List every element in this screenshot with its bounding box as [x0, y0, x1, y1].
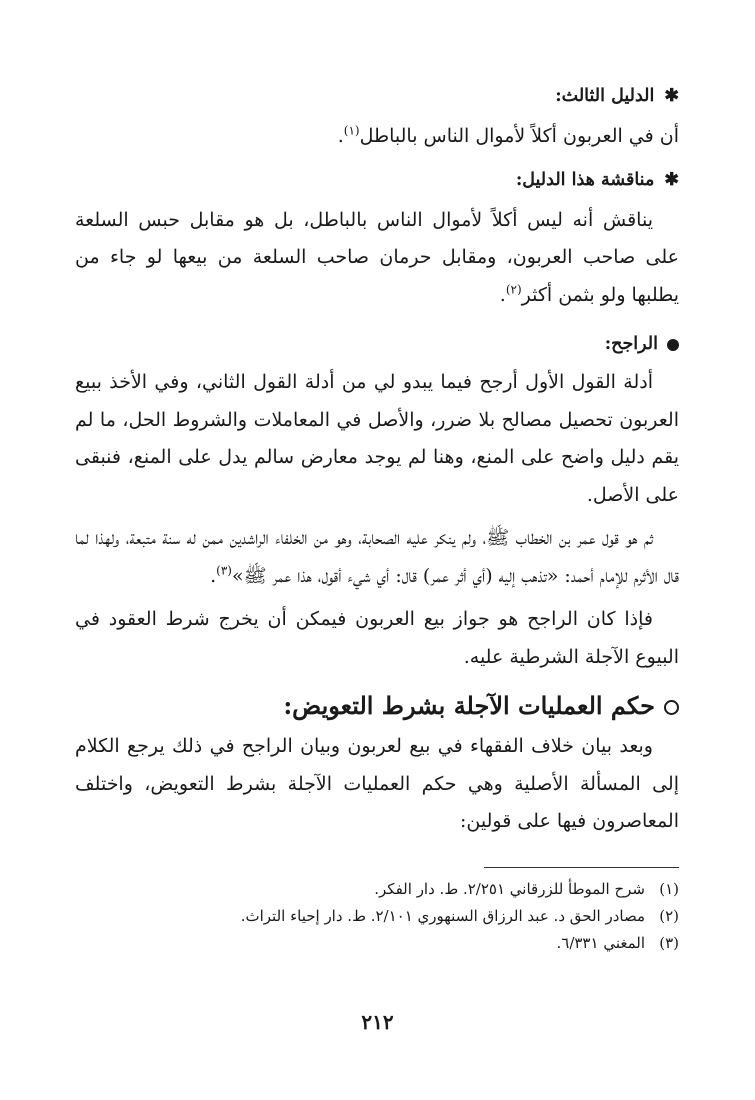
asterisk-icon: ✱	[664, 169, 679, 190]
footnote-ref[interactable]: (٣)	[216, 563, 232, 578]
footnote-item	[75, 930, 679, 957]
heading-preferred	[75, 326, 679, 362]
bullet-icon	[667, 339, 679, 351]
footnote-number: (١)	[659, 879, 679, 898]
footnote-divider	[484, 867, 679, 868]
footnote-text: شرح الموطأ للزرقاني ٢/٢٥١. ط. دار الفكر.	[374, 879, 645, 898]
footnote-item	[75, 903, 679, 930]
paragraph-preferred: أدلة القول الأول أرجح فيما يبدو لي من أدلة القول الثاني، وفي الأخذ ببيع العربون تحصيل مصالح بلا ضرر، والأصل في المعاملات والشروط الحل، ما لم يقم دليل واضح على المنع، وهنا لم يوجد معارض سالم يدل على المنع، فنبقى على الأصل.	[75, 371, 679, 506]
section-title-text: حكم العمليات الآجلة بشرط التعويض:	[283, 691, 655, 720]
heading-text: مناقشة هذا الدليل:	[515, 169, 655, 190]
footnote-ref[interactable]: (١)	[343, 123, 360, 138]
heading-text: الدليل الثالث:	[555, 86, 655, 106]
footnote-number: (٢)	[659, 906, 679, 925]
paragraph-umar: ثم هو قول عمر بن الخطاب ﷺ، ولم ينكر عليه الصحابة، وهو من الخلفاء الراشدين ممن له سنة متبعة، ولهذا لما قال الأثرم للإمام أحمد: «تذهب إليه (أي أثر عمر) قال: أي شيء أقول، هذا عمر ﷺ»$^{(٣)}$.	[75, 527, 679, 587]
footnote-item	[75, 876, 679, 903]
footnote-ref[interactable]: (٢)	[505, 282, 522, 297]
paragraph-evidence: أن في العربون أكلاً لأموال الناس بالباطل$^{(١)}$.	[337, 123, 679, 147]
circle-icon	[664, 700, 679, 715]
section-title	[75, 688, 679, 724]
asterisk-icon: ✱	[664, 86, 679, 106]
paragraph-discussion: يناقش أنه ليس أكلاً لأموال الناس بالباطل، بل هو مقابل حبس السلعة على صاحب العربون، ومقابل حرمان صاحب السلعة من بيعها لو جاء من يطلبها ولو بثمن أكثر$^{(٢)}$.	[75, 208, 679, 306]
paragraph-section: وبعد بيان خلاف الفقهاء في بيع لعربون وبيان الراجح في ذلك يرجع الكلام إلى المسألة الأصلية وهي حكم العمليات الآجلة بشرط التعويض، واختلف المعاصرون فيها على قولين:	[75, 735, 679, 832]
footnotes	[75, 876, 679, 957]
heading-text: الراجح:	[604, 334, 658, 354]
footnote-number: (٣)	[659, 933, 679, 952]
paragraph-text: يناقش أنه ليس أكلاً لأموال الناس بالباطل، بل هو مقابل حبس السلعة على صاحب العربون، ومقابل حرمان صاحب السلعة من بيعها لو جاء من يطلبها ولو بثمن أكثر	[75, 208, 679, 306]
heading-discussion	[75, 162, 679, 198]
page-body	[75, 78, 679, 957]
paragraph-conclusion: فإذا كان الراجح هو جواز بيع العربون فيمكن أن يخرج شرط العقود في البيوع الآجلة الشرطية عليه.	[75, 608, 679, 668]
page-number: ٢١٢	[361, 1010, 394, 1034]
heading-evidence-three	[75, 78, 679, 114]
paragraph-text: أن في العربون أكلاً لأموال الناس بالباطل	[359, 125, 679, 147]
footnote-text: مصادر الحق د. عبد الرزاق السنهوري ٢/١٠١. ط. دار إحياء التراث.	[240, 906, 645, 925]
paragraph-text: ثم هو قول عمر بن الخطاب ﷺ، ولم ينكر عليه الصحابة، وهو من الخلفاء الراشدين ممن له سنة متبعة، ولهذا لما قال الأثرم للإمام أحمد: «تذهب إليه (أي أثر عمر) قال: أي شيء أقول، هذا عمر ﷺ»	[75, 527, 679, 587]
footnote-text: المغني ٦/٣٣١.	[556, 933, 645, 952]
